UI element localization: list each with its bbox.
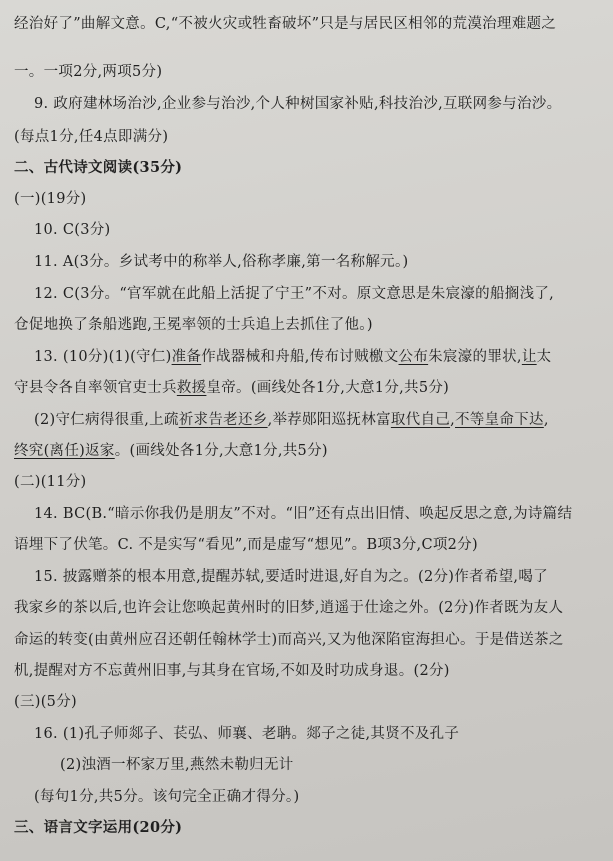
answer-line: 16. (1)孔子师郯子、苌弘、师襄、老聃。郯子之徒,其贤不及孔子 [34,726,460,742]
text-line: 机,提醒对方不忘黄州旧事,与其身在官场,不如及时功成身退。(2分) [14,663,450,679]
answer-line: 10. C(3分) [34,222,111,238]
text-line: 9. 政府建林场治沙,企业参与治沙,个人种树国家补贴,科技治沙,互联网参与治沙。 [34,96,562,112]
text-line: (每点1分,任4点即满分) [14,129,169,145]
answer-line: 14. BC(B.“暗示你我仍是朋友”不对。“旧”还有点出旧情、唤起反思之意,为诗篇结 [34,506,573,522]
subsection-heading: (二)(11分) [14,474,87,490]
answer-line: 11. A(3分。乡试考中的称举人,俗称孝廉,第一名称解元。) [34,254,409,270]
section-heading: 三、语言文字运用(20分) [14,819,183,836]
subsection-heading: (三)(5分) [14,694,77,710]
answer-line: 12. C(3分。“官军就在此船上活捉了宁王”不对。原文意思是朱宸濠的船搁浅了, [34,286,555,302]
text-line: 一。一项2分,两项5分) [14,64,163,80]
text-line: 我家乡的茶以后,也许会让您唤起黄州时的旧梦,逍遥于仕途之外。(2分)作者既为友人 [14,600,564,616]
section-heading: 二、古代诗文阅读(35分) [14,159,183,176]
answer-line: (2)守仁病得很重,上疏祈求告老还乡,举荐郧阳巡抚林富取代自己,不等皇命下达, [34,412,549,428]
text-line: (每句1分,共5分。该句完全正确才得分。) [34,789,300,805]
text-line: 终究(离任)返家。(画线处各1分,大意1分,共5分) [14,443,328,459]
text-line: 经治好了”曲解文意。C,“不被火灾或牲畜破坏”只是与居民区相邻的荒漠治理难题之 [14,16,557,32]
text-line: 语埋下了伏笔。C. 不是实写“看见”,而是虚写“想见”。B项3分,C项2分) [14,537,478,553]
answer-line: 13. (10分)(1)(守仁)准备作战器械和舟船,传布讨贼檄文公布朱宸濠的罪状,让太 [34,349,552,365]
text-line: 命运的转变(由黄州应召还朝任翰林学士)而高兴,又为他深陷宦海担心。于是借送茶之 [14,632,564,648]
text-line: 仓促地换了条船逃跑,王冕率领的士兵追上去抓住了他。) [14,317,373,333]
text-line: 守县令各自率领官吏士兵救援皇帝。(画线处各1分,大意1分,共5分) [14,380,450,396]
answer-line: (2)浊酒一杯家万里,燕然未勒归无计 [60,757,294,773]
subsection-heading: (一)(19分) [14,191,87,207]
answer-line: 15. 披露赠茶的根本用意,提醒苏轼,要适时进退,好自为之。(2分)作者希望,喝了 [34,569,548,585]
